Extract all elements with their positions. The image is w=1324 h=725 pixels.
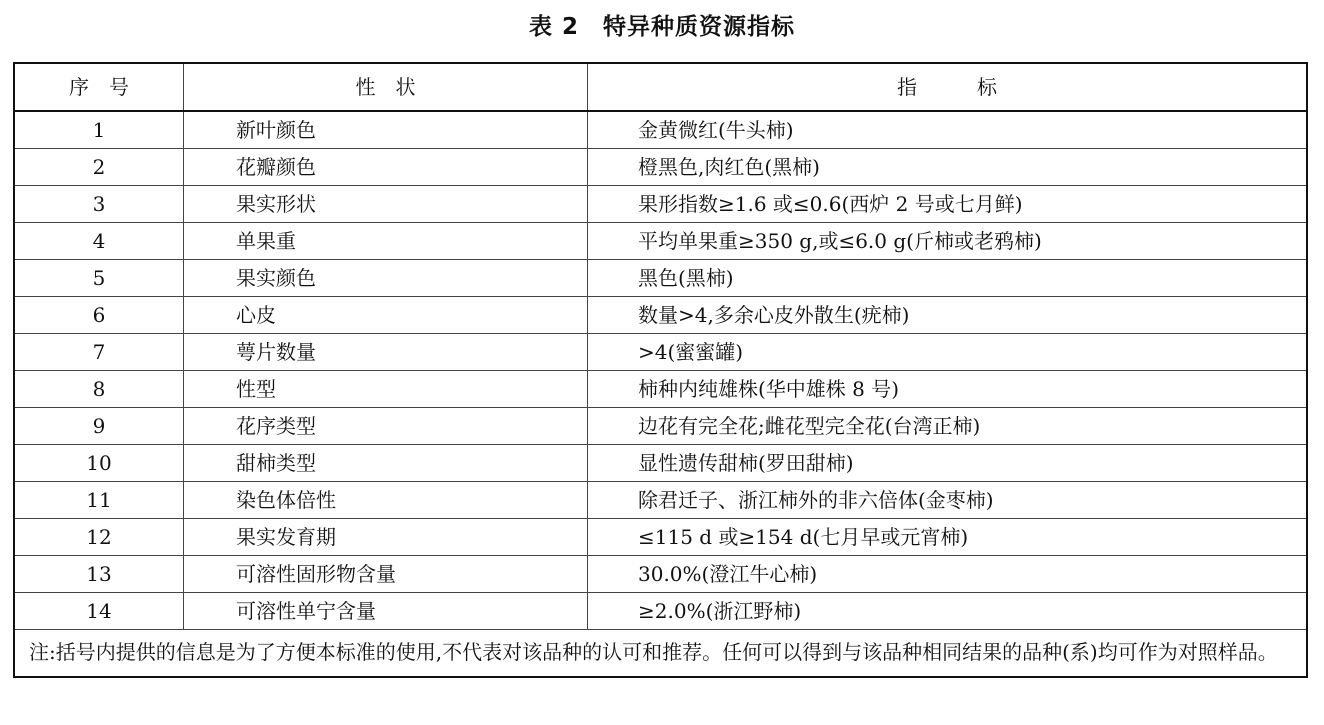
table-row	[14, 408, 1307, 445]
cell-seq: 4	[14, 223, 184, 260]
table-title-text: 特异种质资源指标	[603, 14, 795, 40]
table-row	[14, 223, 1307, 260]
cell-seq: 14	[14, 593, 184, 630]
cell-trait: 可溶性单宁含量	[184, 593, 588, 630]
cell-seq: 2	[14, 149, 184, 186]
cell-seq: 8	[14, 371, 184, 408]
cell-spec: 显性遗传甜柿(罗田甜柿)	[588, 445, 1308, 482]
cell-seq: 10	[14, 445, 184, 482]
cell-spec: 黑色(黑柿)	[588, 260, 1308, 297]
cell-spec: ≤115 d 或≥154 d(七月早或元宵柿)	[588, 519, 1308, 556]
cell-trait: 果实发育期	[184, 519, 588, 556]
cell-spec: 30.0%(澄江牛心柿)	[588, 556, 1308, 593]
header-trait: 性 状	[184, 63, 588, 111]
cell-spec: 除君迁子、浙江柿外的非六倍体(金枣柿)	[588, 482, 1308, 519]
cell-seq: 12	[14, 519, 184, 556]
cell-spec: 边花有完全花;雌花型完全花(台湾正柿)	[588, 408, 1308, 445]
cell-trait: 染色体倍性	[184, 482, 588, 519]
header-spec: 指 标	[588, 63, 1308, 111]
table-row	[14, 593, 1307, 630]
table-row	[14, 186, 1307, 223]
table-row	[14, 149, 1307, 186]
table-row	[14, 519, 1307, 556]
cell-trait: 新叶颜色	[184, 111, 588, 149]
cell-trait: 性型	[184, 371, 588, 408]
cell-seq: 1	[14, 111, 184, 149]
table-row	[14, 556, 1307, 593]
table-row	[14, 111, 1307, 149]
table-row	[14, 445, 1307, 482]
table-row	[14, 334, 1307, 371]
table-row	[14, 260, 1307, 297]
note-text: 注:括号内提供的信息是为了方便本标准的使用,不代表对该品种的认可和推荐。任何可以得到与该品种相同结果的品种(系)均可作为对照样品。	[29, 640, 1278, 664]
table-header-row	[14, 63, 1307, 111]
cell-spec: 果形指数≥1.6 或≤0.6(西炉 2 号或七月鲜)	[588, 186, 1308, 223]
table-body	[14, 111, 1307, 630]
header-seq: 序 号	[14, 63, 184, 111]
cell-seq: 9	[14, 408, 184, 445]
table-title	[0, 8, 1324, 41]
table-row	[14, 482, 1307, 519]
cell-seq: 5	[14, 260, 184, 297]
cell-spec: 柿种内纯雄株(华中雄株 8 号)	[588, 371, 1308, 408]
cell-seq: 13	[14, 556, 184, 593]
table-row	[14, 297, 1307, 334]
cell-spec: >4(蜜蜜罐)	[588, 334, 1308, 371]
germplasm-spec-table	[13, 62, 1308, 678]
table-row	[14, 371, 1307, 408]
cell-spec: 橙黑色,肉红色(黑柿)	[588, 149, 1308, 186]
cell-trait: 萼片数量	[184, 334, 588, 371]
cell-seq: 11	[14, 482, 184, 519]
cell-spec: ≥2.0%(浙江野柿)	[588, 593, 1308, 630]
cell-trait: 心皮	[184, 297, 588, 334]
cell-trait: 可溶性固形物含量	[184, 556, 588, 593]
cell-trait: 花瓣颜色	[184, 149, 588, 186]
note-row	[14, 630, 1307, 678]
table-number: 表 2	[528, 14, 579, 40]
cell-trait: 甜柿类型	[184, 445, 588, 482]
cell-spec: 金黄微红(牛头柿)	[588, 111, 1308, 149]
cell-trait: 果实颜色	[184, 260, 588, 297]
cell-trait: 单果重	[184, 223, 588, 260]
cell-trait: 花序类型	[184, 408, 588, 445]
cell-seq: 6	[14, 297, 184, 334]
cell-trait: 果实形状	[184, 186, 588, 223]
cell-spec: 数量>4,多余心皮外散生(疣柿)	[588, 297, 1308, 334]
table-note	[14, 630, 1307, 678]
cell-seq: 3	[14, 186, 184, 223]
cell-spec: 平均单果重≥350 g,或≤6.0 g(斤柿或老鸦柿)	[588, 223, 1308, 260]
cell-seq: 7	[14, 334, 184, 371]
